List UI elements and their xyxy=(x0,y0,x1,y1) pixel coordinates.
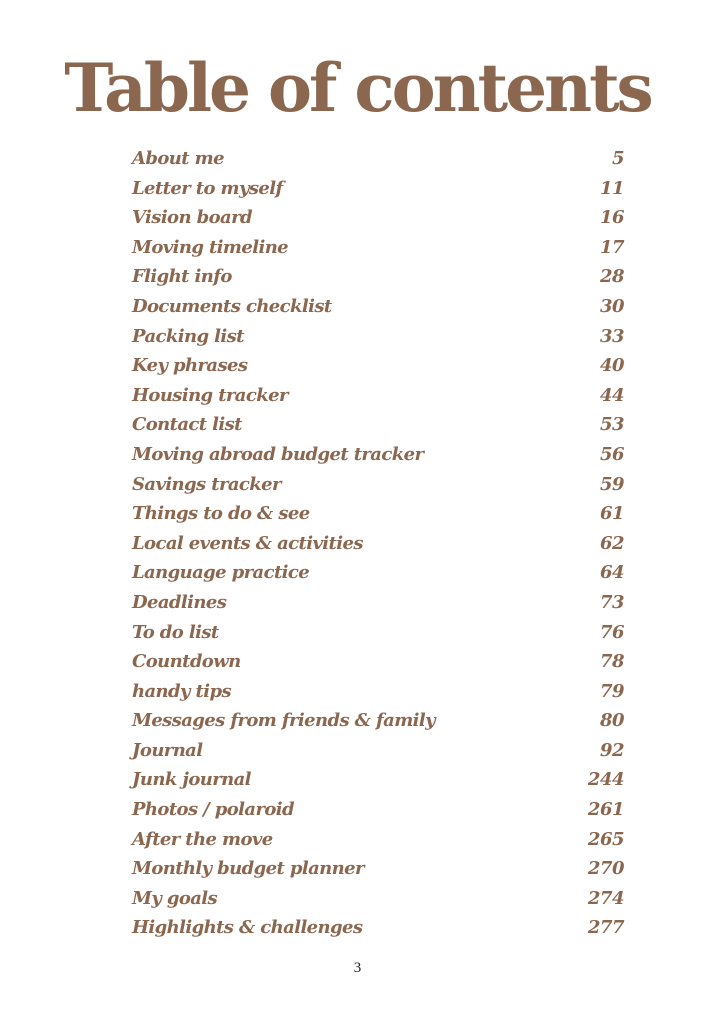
toc-entry-page-number: 244 xyxy=(587,769,624,791)
toc-entry-page-number: 53 xyxy=(599,414,624,436)
toc-entry[interactable] xyxy=(132,410,624,440)
toc-entry[interactable] xyxy=(132,144,624,174)
toc-entry-page-number: 73 xyxy=(599,591,624,613)
toc-entry[interactable] xyxy=(132,736,624,766)
toc-entry-label: Things to do & see xyxy=(132,503,310,525)
toc-entry-label: Junk journal xyxy=(132,769,251,791)
toc-entry-page-number: 265 xyxy=(587,828,624,850)
toc-entry-page-number: 11 xyxy=(599,177,624,199)
toc-entry[interactable] xyxy=(132,913,624,943)
toc-entry-page-number: 40 xyxy=(599,355,624,377)
toc-entry-page-number: 16 xyxy=(599,207,624,229)
toc-entry-label: Documents checklist xyxy=(132,295,332,317)
toc-entry-label: Contact list xyxy=(132,414,242,436)
toc-entry-label: Housing tracker xyxy=(132,384,288,406)
toc-entry[interactable] xyxy=(132,677,624,707)
toc-entry-label: Highlights & challenges xyxy=(132,917,363,939)
toc-entry-page-number: 274 xyxy=(587,887,624,909)
toc-entry[interactable] xyxy=(132,203,624,233)
toc-entry-page-number: 270 xyxy=(587,858,624,880)
toc-entry[interactable] xyxy=(132,262,624,292)
toc-entry-label: Monthly budget planner xyxy=(132,858,364,880)
toc-entry-label: Vision board xyxy=(132,207,252,229)
toc-entry-label: Deadlines xyxy=(132,591,227,613)
page-title: Table of contents xyxy=(64,49,651,127)
toc-entry[interactable] xyxy=(132,174,624,204)
toc-entry-page-number: 30 xyxy=(599,295,624,317)
toc-entry[interactable] xyxy=(132,499,624,529)
toc-entry-label: Savings tracker xyxy=(132,473,281,495)
toc-entry-label: Flight info xyxy=(132,266,232,288)
toc-entry-page-number: 5 xyxy=(611,148,624,169)
toc-entry[interactable] xyxy=(132,825,624,855)
toc-entry-page-number: 61 xyxy=(599,503,624,525)
toc-entry-label: Countdown xyxy=(132,651,241,673)
page-number: 3 xyxy=(353,960,362,976)
toc-entry[interactable] xyxy=(132,765,624,795)
toc-entry[interactable] xyxy=(132,529,624,559)
toc-entry-label: Letter to myself xyxy=(132,177,283,199)
toc-entry-page-number: 17 xyxy=(599,236,624,258)
toc-entry-label: Moving abroad budget tracker xyxy=(132,443,424,465)
toc-entry-label: Local events & activities xyxy=(132,532,363,554)
toc-entry[interactable] xyxy=(132,795,624,825)
toc-entry[interactable] xyxy=(132,292,624,322)
toc-entry-page-number: 28 xyxy=(599,266,624,288)
toc-entry-label: Packing list xyxy=(132,325,244,347)
toc-entry[interactable] xyxy=(132,884,624,914)
toc-entry[interactable] xyxy=(132,233,624,263)
toc-entry-label: My goals xyxy=(132,887,218,909)
toc-entry-page-number: 80 xyxy=(599,710,624,732)
toc-entry[interactable] xyxy=(132,706,624,736)
toc-entry-page-number: 78 xyxy=(599,651,624,673)
toc-entry-page-number: 277 xyxy=(587,917,624,939)
toc-entry-label: To do list xyxy=(132,621,219,643)
toc-entry[interactable] xyxy=(132,618,624,648)
toc-entry-page-number: 56 xyxy=(599,443,624,465)
toc-entry[interactable] xyxy=(132,647,624,677)
toc-entry-label: Key phrases xyxy=(132,355,248,377)
toc-entry-page-number: 64 xyxy=(599,562,624,584)
toc-entry[interactable] xyxy=(132,558,624,588)
toc-entry-label: Language practice xyxy=(132,562,310,584)
toc-entry[interactable] xyxy=(132,588,624,618)
toc-entry[interactable] xyxy=(132,854,624,884)
toc-entry-page-number: 261 xyxy=(587,799,624,821)
toc-entry-page-number: 92 xyxy=(599,739,624,761)
toc-entry-page-number: 76 xyxy=(599,621,624,643)
table-of-contents-list xyxy=(132,144,624,943)
toc-entry[interactable] xyxy=(132,470,624,500)
toc-entry-page-number: 62 xyxy=(599,532,624,554)
toc-entry-page-number: 79 xyxy=(599,680,624,702)
toc-entry-label: Moving timeline xyxy=(132,236,289,258)
toc-entry-label: Photos / polaroid xyxy=(132,799,294,821)
toc-entry-label: About me xyxy=(132,148,224,169)
toc-entry[interactable] xyxy=(132,322,624,352)
toc-entry-page-number: 59 xyxy=(599,473,624,495)
toc-entry-page-number: 33 xyxy=(599,325,624,347)
toc-entry-label: handy tips xyxy=(132,680,232,702)
toc-entry-label: Messages from friends & family xyxy=(132,710,435,732)
toc-entry[interactable] xyxy=(132,440,624,470)
toc-entry-label: Journal xyxy=(132,739,203,761)
toc-entry[interactable] xyxy=(132,351,624,381)
toc-entry[interactable] xyxy=(132,381,624,411)
toc-entry-label: After the move xyxy=(132,828,273,850)
toc-entry-page-number: 44 xyxy=(599,384,624,406)
